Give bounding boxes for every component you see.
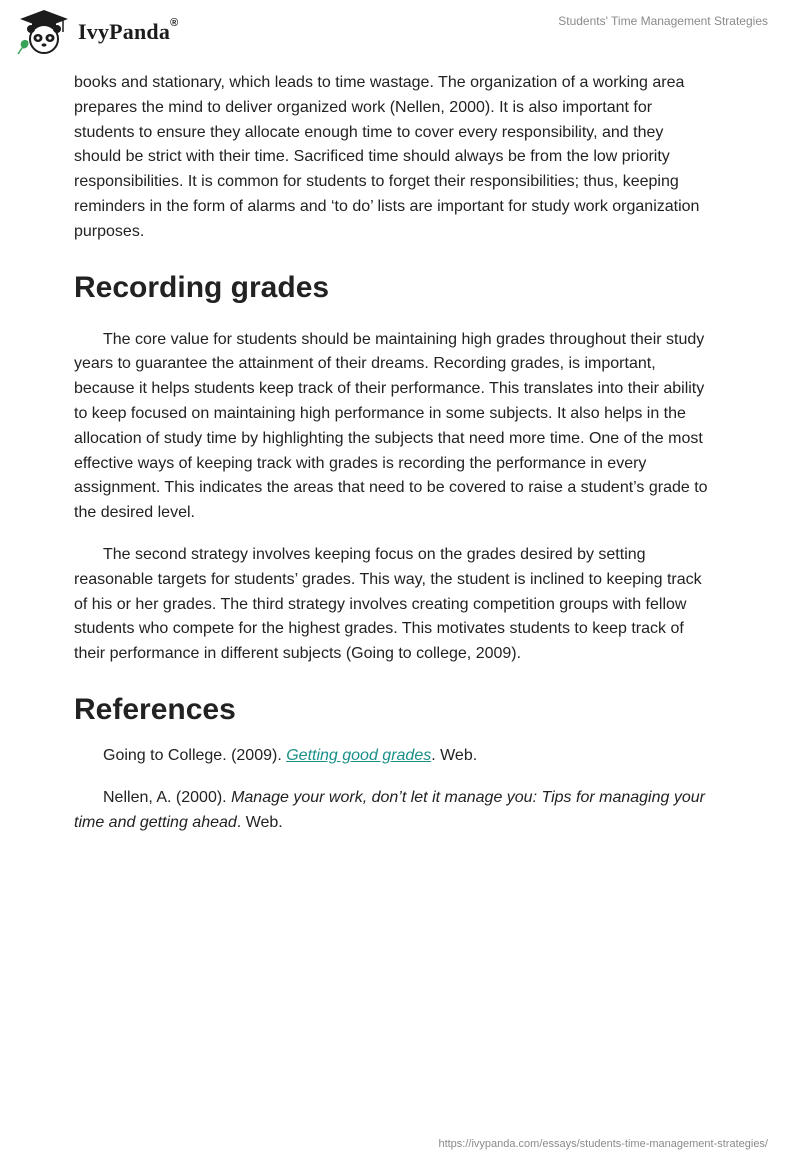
recording-paragraph-2: The second strategy involves keeping focus on the grades desired by setting reasonable targets for students’ grades. This way, the student is inclined to keeping track of his or her grades. The third strategy involves creating competition groups with fellow students who compete for the highest grades. This motivates students to keep track of their performance in different subjects (Going to college, 2009). — [74, 545, 702, 663]
brand-name: IvyPanda® — [78, 17, 179, 44]
intro-paragraph: books and stationary, which leads to time wastage. The organization of a working area prepares the mind to deliver organized work (Nellen, 2000). It is also important for students to ensure they allocate enough time to cover every responsibility, and they should be strict with their time. Sacrificed time should always be from the low priority responsibilities. It is common for students to forget their responsibilities; thus, keeping reminders in the form of alarms and ‘to do’ lists are important for study work organization purposes. — [74, 74, 700, 240]
heading-references: References — [74, 692, 236, 726]
reference-1 — [74, 744, 714, 769]
reference-2 — [74, 786, 714, 836]
reference-2-title: Manage your work, don’t let it manage you: Tips for managing your time and getting ahead — [74, 788, 705, 831]
reference-2-suffix: . Web. — [236, 813, 283, 831]
heading-recording-grades: Recording grades — [74, 270, 330, 304]
recording-paragraph-1: The core value for students should be maintaining high grades throughout their study years to guarantee the attainment of their dreams. Recording grades, is important, because it helps students keep track of their performance. This translates into their ability to keep focused on maintaining high performance in some subjects. It also helps in the allocation of study time by highlighting the subjects that need more time. One of the most effective ways of keeping track with grades is recording the performance in every assignment. This indicates the areas that need to be covered to raise a student’s grade to the desired level. — [74, 330, 708, 522]
reference-2-prefix: Nellen, A. (2000). — [103, 788, 232, 806]
reference-1-suffix: . Web. — [431, 746, 478, 764]
panda-mascot-icon — [16, 8, 72, 56]
reference-1-link[interactable]: Getting good grades — [286, 746, 432, 764]
document-title: Students' Time Management Strategies — [558, 14, 768, 28]
registered-mark: ® — [170, 17, 179, 29]
essay-content — [74, 71, 714, 835]
ivypanda-logo[interactable] — [16, 8, 178, 56]
page-header — [0, 0, 800, 62]
footer-url: https://ivypanda.com/essays/students-time-management-strategies/ — [438, 1138, 768, 1150]
reference-1-prefix: Going to College. (2009). — [103, 746, 287, 764]
